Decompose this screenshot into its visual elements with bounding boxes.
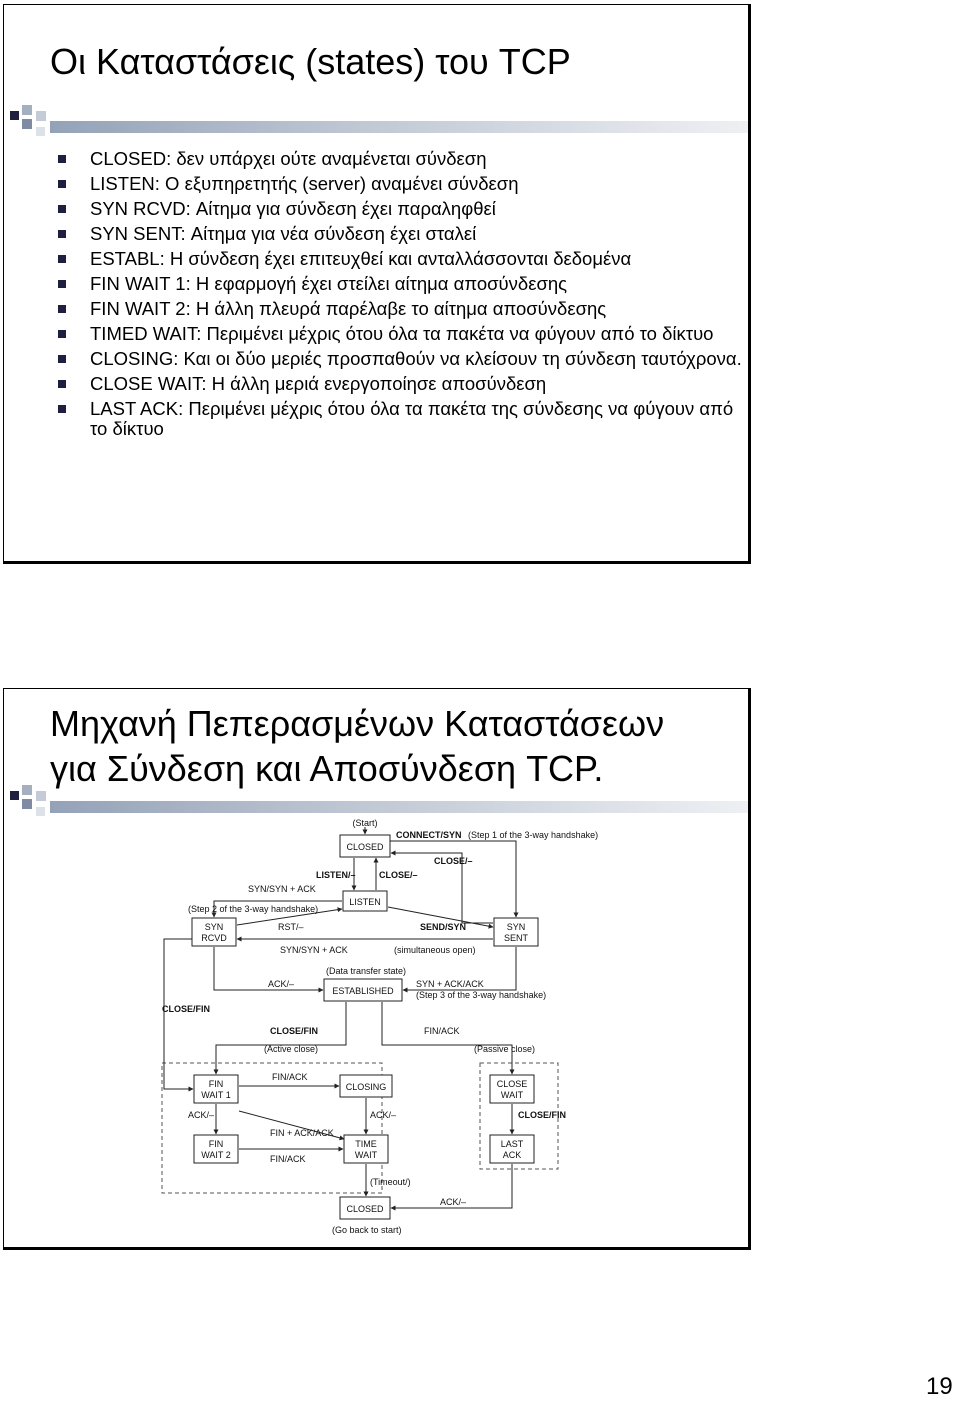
bullet-icon bbox=[58, 405, 66, 413]
list-item: CLOSING: Και οι δύο μεριές προσπαθούν να κλείσουν τη σύνδεση ταυτόχρονα. bbox=[56, 349, 746, 369]
tcp-states-list bbox=[56, 149, 746, 444]
state-label: LISTEN bbox=[349, 897, 381, 907]
bullet-icon bbox=[58, 155, 66, 163]
transition-label: (Passive close) bbox=[474, 1044, 536, 1054]
bullet-icon bbox=[58, 255, 66, 263]
state-label: FIN bbox=[208, 1079, 224, 1089]
transition-label: SYN/SYN + ACK bbox=[280, 945, 348, 955]
bullet-icon bbox=[58, 180, 66, 188]
transition-label: FIN/ACK bbox=[270, 1154, 306, 1164]
list-item: LISTEN: O εξυπηρετητής (server) αναμένει σύνδεση bbox=[56, 174, 746, 194]
bullet-icon bbox=[58, 380, 66, 388]
state-label: CLOSE bbox=[496, 1079, 528, 1089]
bullet-icon bbox=[58, 205, 66, 213]
state-label: ESTABLISHED bbox=[332, 986, 394, 996]
list-item: ESTABL: Η σύνδεση έχει επιτευχθεί και ανταλλάσσονται δεδομένα bbox=[56, 249, 746, 269]
state-label: LAST bbox=[500, 1139, 524, 1149]
title-line-2: για Σύνδεση και Αποσύνδεση TCP. bbox=[50, 748, 604, 789]
transition-label: (Go back to start) bbox=[332, 1225, 402, 1235]
transition-label: ACK/– bbox=[188, 1110, 215, 1120]
transition-label: FIN + ACK/ACK bbox=[270, 1128, 334, 1138]
list-item: CLOSED: δεν υπάρχει ούτε αναμένεται σύνδεση bbox=[56, 149, 746, 169]
transition-label: (Step 3 of the 3-way handshake) bbox=[416, 990, 547, 1000]
state-label: CLOSING bbox=[345, 1082, 387, 1092]
list-item: FIN WAIT 1: Η εφαρμογή έχει στείλει αίτημα αποσύνδεσης bbox=[56, 274, 746, 294]
state-label: WAIT bbox=[500, 1090, 524, 1100]
transition-label: CLOSE/FIN bbox=[270, 1026, 319, 1036]
title-line-1: Μηχανή Πεπερασμένων Καταστάσεων bbox=[50, 703, 665, 744]
slide-tcp-fsm bbox=[3, 688, 751, 1250]
state-label: ACK bbox=[502, 1150, 522, 1160]
transition-label: (Step 2 of the 3-way handshake) bbox=[188, 904, 319, 914]
bullet-icon bbox=[58, 355, 66, 363]
transition-label: (Start) bbox=[352, 819, 378, 828]
list-item: FIN WAIT 2: Η άλλη πλευρά παρέλαβε το αίτημα αποσύνδεσης bbox=[56, 299, 746, 319]
state-label: FIN bbox=[208, 1139, 224, 1149]
transition-label: SYN/SYN + ACK bbox=[248, 884, 316, 894]
list-item: TIMED WAIT: Περιμένει μέχρις ότου όλα τα πακέτα να φύγουν από το δίκτυο bbox=[56, 324, 746, 344]
transition-label: SYN + ACK/ACK bbox=[416, 979, 484, 989]
slide-tcp-states bbox=[3, 4, 751, 564]
transition-label: RST/– bbox=[278, 922, 304, 932]
transition-label: (Step 1 of the 3-way handshake) bbox=[468, 830, 599, 840]
transition-label: LISTEN/– bbox=[316, 870, 356, 880]
state-label: WAIT 1 bbox=[201, 1090, 231, 1100]
title-decoration bbox=[10, 105, 750, 145]
transition-label: CONNECT/SYN bbox=[396, 830, 462, 840]
transition-label: CLOSE/FIN bbox=[162, 1004, 211, 1014]
state-label: TIME bbox=[355, 1139, 377, 1149]
state-label: SYN bbox=[506, 922, 526, 932]
transition-label: (Data transfer state) bbox=[326, 966, 407, 976]
transition-label: SEND/SYN bbox=[420, 922, 467, 932]
state-label: RCVD bbox=[201, 933, 227, 943]
transition-label: (Timeout/) bbox=[370, 1177, 411, 1187]
transition-label: FIN/ACK bbox=[272, 1072, 308, 1082]
transition-label: (Active close) bbox=[264, 1044, 319, 1054]
state-label: CLOSED bbox=[346, 1204, 384, 1214]
transition-label: (simultaneous open) bbox=[394, 945, 476, 955]
state-label: SYN bbox=[204, 922, 224, 932]
state-label: WAIT 2 bbox=[201, 1150, 231, 1160]
transition-label: FIN/ACK bbox=[424, 1026, 460, 1036]
state-label: WAIT bbox=[354, 1150, 378, 1160]
list-item: SYN RCVD: Αίτημα για σύνδεση έχει παραληφθεί bbox=[56, 199, 746, 219]
slide-title bbox=[50, 701, 664, 791]
bullet-icon bbox=[58, 230, 66, 238]
transition-arrow bbox=[382, 1002, 512, 1074]
bullet-icon bbox=[58, 305, 66, 313]
state-label: SENT bbox=[503, 933, 529, 943]
list-item: SYN SENT: Αίτημα για νέα σύνδεση έχει σταλεί bbox=[56, 224, 746, 244]
bullet-icon bbox=[58, 280, 66, 288]
transition-label: CLOSE/– bbox=[379, 870, 418, 880]
page-number: 19 bbox=[926, 1373, 953, 1400]
list-item: LAST ACK: Περιμένει μέχρις ότου όλα τα πακέτα της σύνδεσης να φύγουν από το δίκτυο bbox=[56, 399, 746, 439]
transition-label: ACK/– bbox=[268, 979, 295, 989]
transition-label: CLOSE/FIN bbox=[518, 1110, 567, 1120]
transition-arrow bbox=[164, 939, 193, 1089]
slide-title: Οι Καταστάσεις (states) του TCP bbox=[50, 41, 571, 82]
bullet-icon bbox=[58, 330, 66, 338]
transition-label: CLOSE/– bbox=[434, 856, 473, 866]
tcp-state-machine-diagram bbox=[150, 819, 620, 1250]
list-item: CLOSE WAIT: Η άλλη μεριά ενεργοποίησε αποσύνδεση bbox=[56, 374, 746, 394]
transition-label: ACK/– bbox=[370, 1110, 397, 1120]
transition-label: ACK/– bbox=[440, 1197, 467, 1207]
state-label: CLOSED bbox=[346, 842, 384, 852]
